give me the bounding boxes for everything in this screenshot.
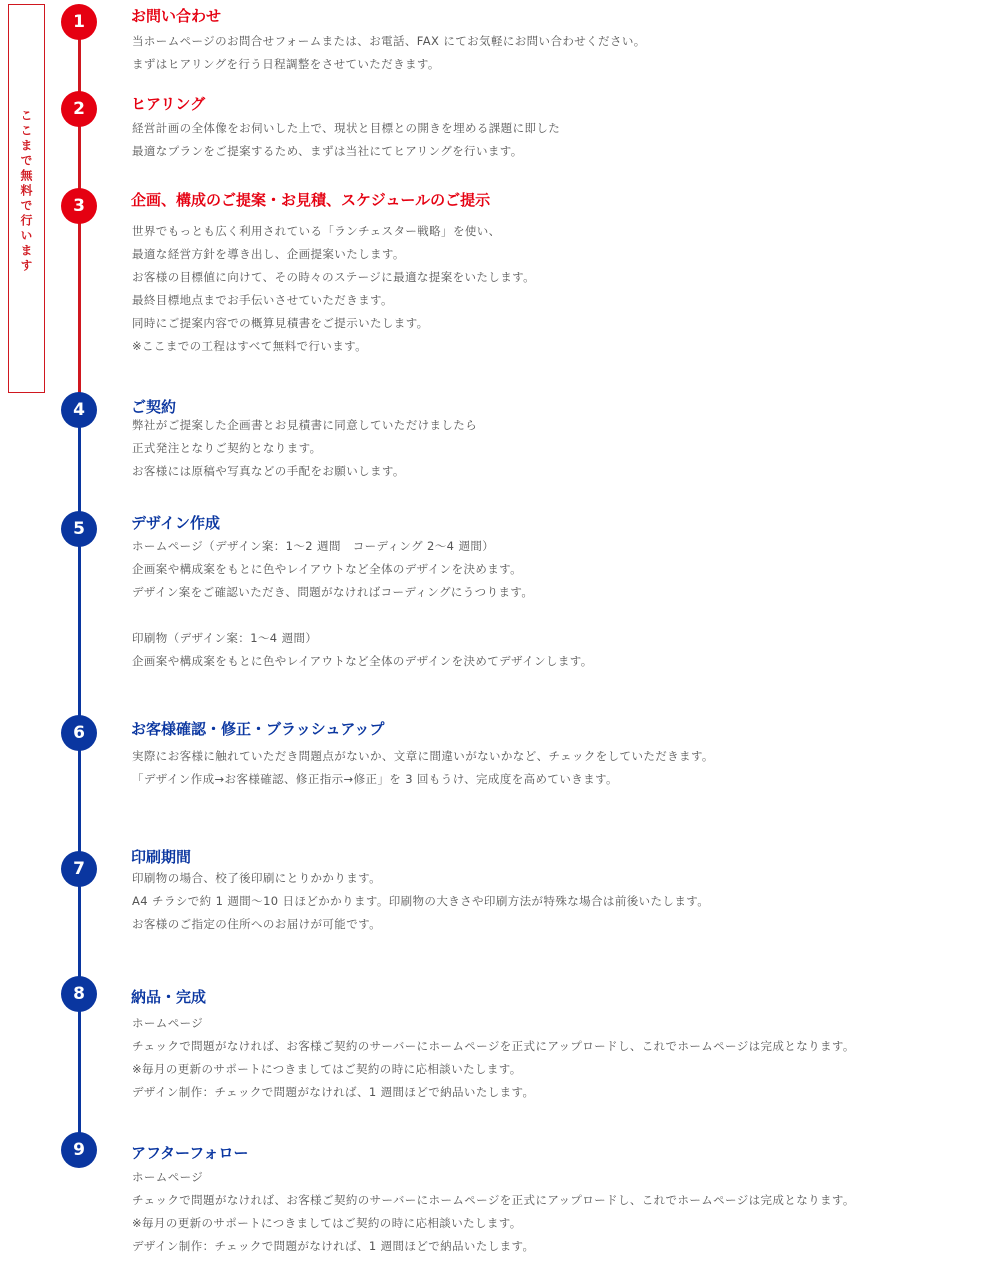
- step-line: デザイン制作：チェックで問題がなければ、1 週間ほどで納品いたします。: [132, 1239, 535, 1253]
- step-line: 経営計画の全体像をお伺いした上で、現状と目標との開きを埋める課題に即した: [132, 121, 561, 135]
- step-line: ホームページ: [132, 1170, 204, 1184]
- step-line: お客様には原稿や写真などの手配をお願いします。: [132, 464, 405, 478]
- step-line: 実際にお客様に触れていただき問題点がないか、文章に間違いがないかなど、チェックをしていただきます。: [132, 749, 714, 763]
- step-line: ※ここまでの工程はすべて無料で行います。: [132, 339, 367, 353]
- step-number-1: 1: [61, 4, 97, 40]
- step-title-2: ヒアリング: [131, 95, 206, 113]
- step-line: 企画案や構成案をもとに色やレイアウトなど全体のデザインを決めます。: [132, 562, 523, 576]
- step-line: ホームページ: [132, 1016, 204, 1030]
- step-line: 同時にご提案内容での概算見積書をご提示いたします。: [132, 316, 429, 330]
- step-line: ※毎月の更新のサポートにつきましてはご契約の時に応相談いたします。: [132, 1062, 522, 1076]
- step-line: 最終目標地点までお手伝いさせていただきます。: [132, 293, 393, 307]
- step-title-4: ご契約: [131, 398, 177, 416]
- step-title-3: 企画、構成のご提案・お見積、スケジュールのご提示: [131, 191, 491, 209]
- free-notice-box: [8, 4, 45, 393]
- step-line: A4 チラシで約 1 週間〜10 日ほどかかります。印刷物の大きさや印刷方法が特殊な場合は前後いたします。: [132, 894, 710, 908]
- step-body-4: [132, 414, 477, 483]
- step-number-3: 3: [61, 188, 97, 224]
- step-line: 最適なプランをご提案するため、まずは当社にてヒアリングを行います。: [132, 144, 523, 158]
- step-body-9: [132, 1166, 855, 1258]
- step-line: お客様のご指定の住所へのお届けが可能です。: [132, 917, 381, 931]
- step-body-6: [132, 745, 714, 791]
- step-title-5: デザイン作成: [131, 514, 220, 532]
- step-line: チェックで問題がなければ、お客様ご契約のサーバーにホームページを正式にアップロードし、これでホームページは完成となります。: [132, 1193, 855, 1207]
- step-body-3: [132, 220, 535, 358]
- step-line: ※毎月の更新のサポートにつきましてはご契約の時に応相談いたします。: [132, 1216, 522, 1230]
- step-line: [132, 604, 593, 627]
- step-number-7: 7: [61, 851, 97, 887]
- step-title-6: お客様確認・修正・ブラッシュアップ: [131, 720, 385, 738]
- step-title-7: 印刷期間: [131, 848, 192, 866]
- step-body-8: [132, 1012, 855, 1104]
- step-number-8: 8: [61, 976, 97, 1012]
- step-number-5: 5: [61, 511, 97, 547]
- step-line: ホームページ（デザイン案：1〜2 週間 コーディング 2〜4 週間）: [132, 539, 495, 553]
- step-line: お客様の目標値に向けて、その時々のステージに最適な提案をいたします。: [132, 270, 535, 284]
- step-body-5: [132, 535, 593, 673]
- step-line: 印刷物の場合、校了後印刷にとりかかります。: [132, 871, 381, 885]
- step-title-1: お問い合わせ: [131, 7, 222, 25]
- step-body-7: [132, 867, 709, 936]
- step-line: 当ホームページのお問合せフォームまたは、お電話、FAX にてお気軽にお問い合わせください。: [132, 34, 646, 48]
- step-line: 「デザイン作成→お客様確認、修正指示→修正」を 3 回もうけ、完成度を高めていきます。: [132, 772, 618, 786]
- step-line: 弊社がご提案した企画書とお見積書に同意していただけましたら: [132, 418, 478, 432]
- free-notice-text: ここまで無料で行います: [19, 109, 33, 274]
- step-number-2: 2: [61, 91, 97, 127]
- step-line: チェックで問題がなければ、お客様ご契約のサーバーにホームページを正式にアップロードし、これでホームページは完成となります。: [132, 1039, 855, 1053]
- step-line: デザイン制作：チェックで問題がなければ、1 週間ほどで納品いたします。: [132, 1085, 535, 1099]
- step-number-9: 9: [61, 1132, 97, 1168]
- step-number-6: 6: [61, 715, 97, 751]
- step-line: 正式発注となりご契約となります。: [132, 441, 322, 455]
- step-line: 世界でもっとも広く利用されている「ランチェスター戦略」を使い、: [132, 224, 501, 238]
- step-body-1: [132, 30, 646, 76]
- step-line: 印刷物（デザイン案：1〜4 週間）: [132, 631, 318, 645]
- step-title-8: 納品・完成: [131, 988, 207, 1006]
- step-line: まずはヒアリングを行う日程調整をさせていただきます。: [132, 57, 440, 71]
- step-title-9: アフターフォロー: [131, 1144, 249, 1162]
- step-line: 最適な経営方針を導き出し、企画提案いたします。: [132, 247, 405, 261]
- step-number-4: 4: [61, 392, 97, 428]
- step-body-2: [132, 117, 560, 163]
- step-line: デザイン案をご確認いただき、問題がなければコーディングにうつります。: [132, 585, 534, 599]
- step-line: 企画案や構成案をもとに色やレイアウトなど全体のデザインを決めてデザインします。: [132, 654, 593, 668]
